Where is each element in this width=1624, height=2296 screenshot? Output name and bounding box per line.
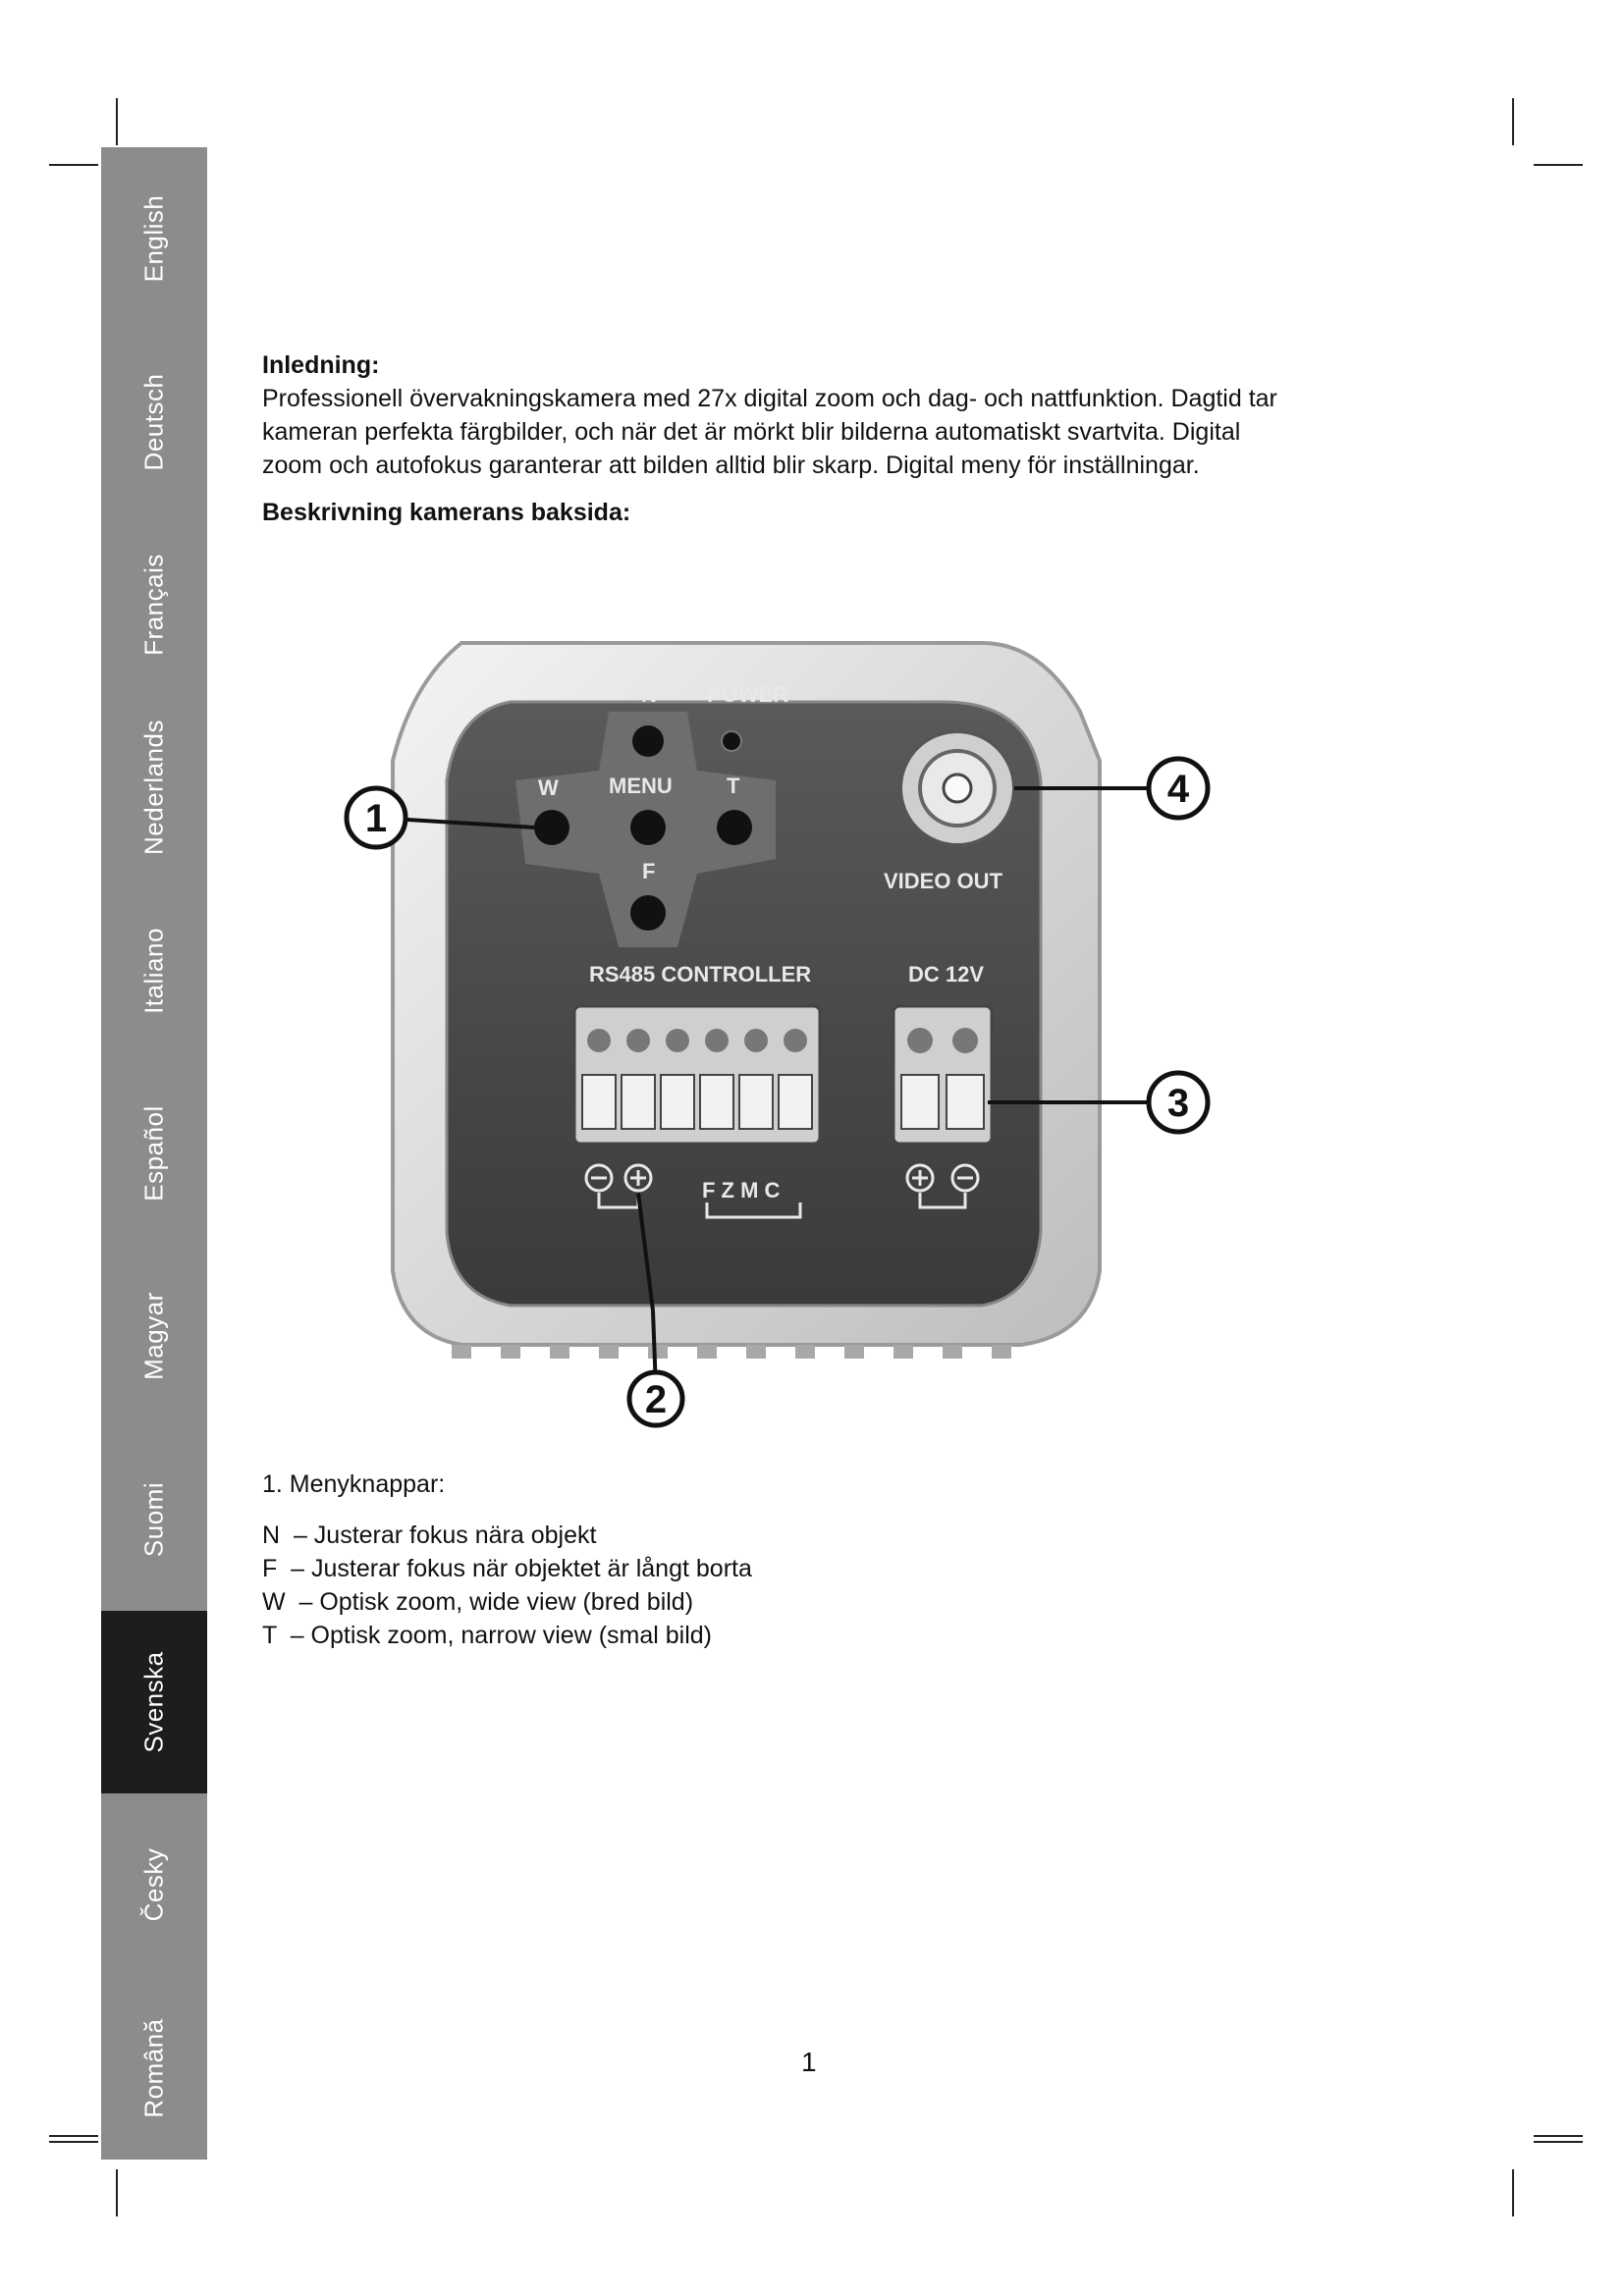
- crop-mark: [1512, 98, 1514, 145]
- callout-1-number: 1: [364, 797, 388, 840]
- label-power: POWER: [707, 682, 789, 707]
- label-fzmc: F Z M C: [702, 1178, 781, 1202]
- crop-mark: [116, 2169, 118, 2216]
- terminal-slot: [622, 1075, 655, 1129]
- language-tab-strip: [101, 147, 207, 2160]
- terminal-slot: [739, 1075, 773, 1129]
- terminal-slot: [779, 1075, 812, 1129]
- crop-mark: [1534, 2135, 1583, 2137]
- terminal-screw: [952, 1028, 978, 1053]
- language-tab-suomi[interactable]: Suomi: [138, 1481, 169, 1557]
- language-tab-deutsch[interactable]: Deutsch: [138, 373, 169, 470]
- housing-ridge: [844, 1345, 864, 1359]
- housing-ridge: [501, 1345, 520, 1359]
- list-item: N – Justerar fokus nära objekt: [262, 1522, 597, 1549]
- camera-back-panel-figure: [314, 604, 1316, 1428]
- terminal-slot: [661, 1075, 694, 1129]
- back-panel-heading: Beskrivning kamerans baksida:: [262, 499, 631, 526]
- terminal-screw: [907, 1028, 933, 1053]
- callout-4-number: 4: [1166, 768, 1190, 811]
- crop-mark: [1534, 164, 1583, 166]
- housing-ridge: [992, 1345, 1011, 1359]
- crop-mark: [49, 164, 98, 166]
- button-n: [632, 725, 664, 757]
- language-tab-nederlands[interactable]: Nederlands: [138, 720, 169, 856]
- language-tab-magyar[interactable]: Magyar: [138, 1292, 169, 1381]
- language-tab-svenska[interactable]: Svenska: [101, 1611, 207, 1793]
- language-tab-english[interactable]: English: [138, 194, 169, 283]
- intro-line: kameran perfekta färgbilder, och när det är mörkt blir bilderna automatiskt svartvita. Digital: [262, 418, 1241, 446]
- housing-ridge: [550, 1345, 569, 1359]
- page-number: 1: [801, 2047, 817, 2077]
- list-title: 1. Menyknappar:: [262, 1470, 446, 1498]
- terminal-slot: [582, 1075, 616, 1129]
- language-tab-romana[interactable]: Română: [138, 2018, 169, 2118]
- label-n: N: [641, 682, 657, 707]
- label-rs485: RS485 CONTROLLER: [589, 962, 812, 987]
- housing-ridge: [893, 1345, 913, 1359]
- label-f: F: [642, 859, 656, 883]
- list-item: T – Optisk zoom, narrow view (smal bild): [262, 1622, 712, 1649]
- intro-section: [262, 348, 1381, 529]
- crop-mark: [116, 98, 118, 145]
- crop-mark: [1512, 2169, 1514, 2216]
- button-f: [630, 895, 666, 931]
- housing-ridge: [697, 1345, 717, 1359]
- crop-mark: [49, 2141, 98, 2143]
- terminal-screw: [587, 1029, 611, 1052]
- button-w: [534, 810, 569, 845]
- list-item: F – Justerar fokus när objektet är långt borta: [262, 1555, 752, 1582]
- power-led: [722, 731, 741, 751]
- housing-ridge: [795, 1345, 815, 1359]
- terminal-screw: [626, 1029, 650, 1052]
- intro-line: zoom och autofokus garanterar att bilden alltid blir skarp. Digital meny för inställningar.: [262, 452, 1200, 479]
- callout-2-number: 2: [644, 1378, 668, 1421]
- list-item: W – Optisk zoom, wide view (bred bild): [262, 1588, 694, 1616]
- crop-mark: [1534, 2141, 1583, 2143]
- label-video-out: VIDEO OUT: [884, 869, 1003, 893]
- terminal-slot: [947, 1075, 984, 1129]
- housing-ridge: [648, 1345, 668, 1359]
- housing-ridge: [943, 1345, 962, 1359]
- terminal-slot: [700, 1075, 733, 1129]
- housing-ridge: [452, 1345, 471, 1359]
- housing-ridge: [599, 1345, 619, 1359]
- label-t: T: [727, 774, 740, 798]
- label-w: W: [538, 775, 559, 800]
- menu-buttons-section: [262, 1468, 752, 1652]
- terminal-screw: [705, 1029, 729, 1052]
- crop-mark: [49, 2135, 98, 2137]
- button-menu: [630, 810, 666, 845]
- language-tab-italiano[interactable]: Italiano: [138, 927, 169, 1014]
- label-menu: MENU: [609, 774, 673, 798]
- callout-3-number: 3: [1166, 1082, 1190, 1125]
- label-dc: DC 12V: [908, 962, 985, 987]
- intro-heading: Inledning:: [262, 351, 380, 379]
- language-tab-francais[interactable]: Français: [138, 554, 169, 656]
- housing-ridge: [746, 1345, 766, 1359]
- language-tab-espanol[interactable]: Español: [138, 1105, 169, 1201]
- button-t: [717, 810, 752, 845]
- intro-line: Professionell övervakningskamera med 27x digital zoom och dag- och nattfunktion. Dagtid tar: [262, 385, 1277, 412]
- language-tab-cesky[interactable]: Česky: [138, 1848, 169, 1922]
- terminal-slot: [901, 1075, 939, 1129]
- terminal-screw: [666, 1029, 689, 1052]
- terminal-screw: [744, 1029, 768, 1052]
- terminal-screw: [784, 1029, 807, 1052]
